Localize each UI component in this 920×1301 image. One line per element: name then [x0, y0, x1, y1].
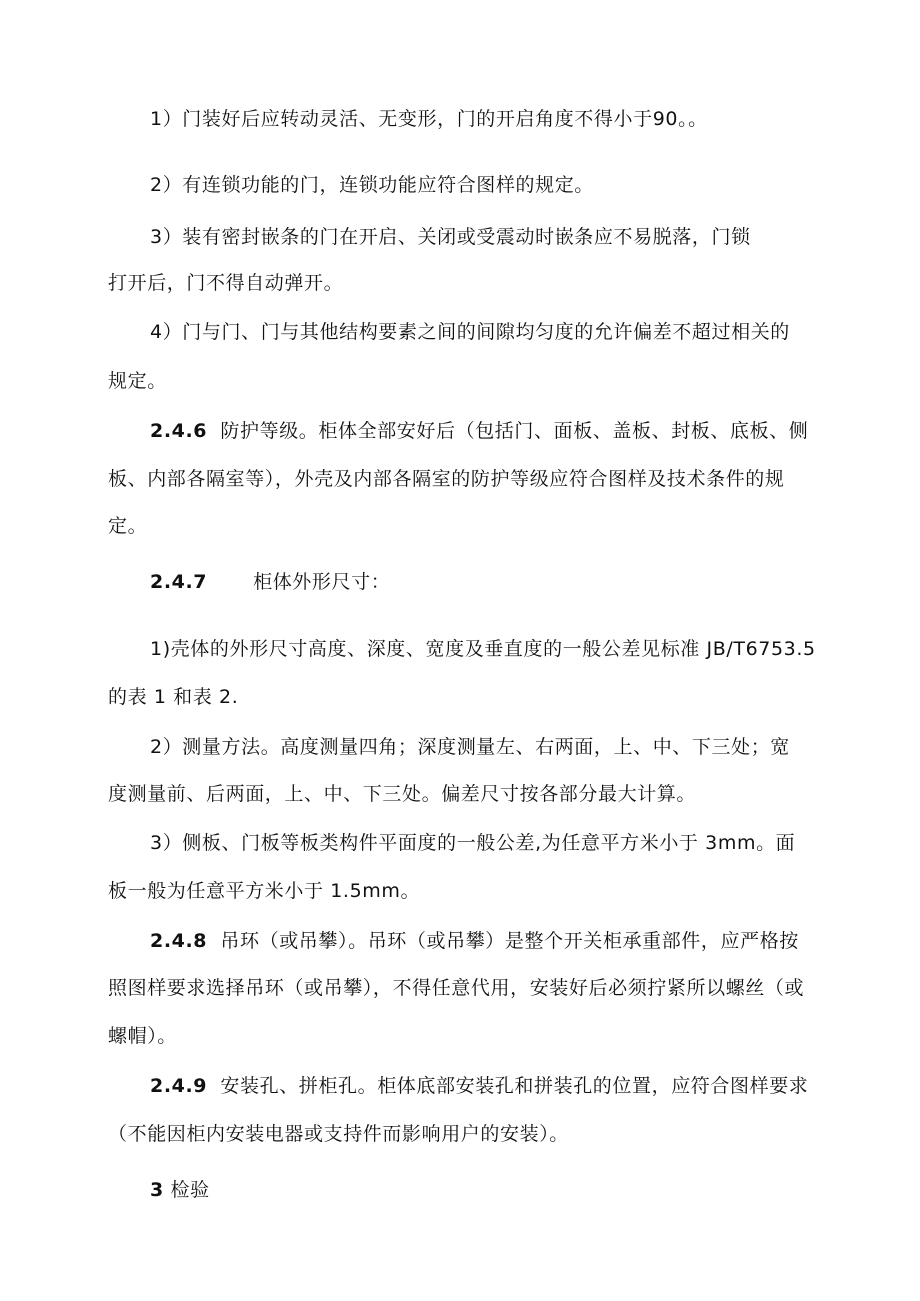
paragraph-seal-line2: 打开后，门不得自动弹开。: [108, 272, 344, 294]
section-2-4-7-heading: [150, 570, 390, 594]
dimension-item3-line1: 3）侧板、门板等板类构件平面度的一般公差,为任意平方米小于 3mm。面: [150, 832, 796, 854]
section-title: 柜体外形尺寸：: [253, 571, 391, 593]
section-number: 2.4.6: [150, 420, 208, 442]
dimension-item1-line2: 的表 1 和表 2.: [108, 686, 239, 708]
section-number: 2.4.7: [150, 571, 208, 593]
section-title: 检验: [170, 1179, 210, 1201]
section-2-4-8-line3: 螺帽）。: [108, 1025, 177, 1047]
section-2-4-8-line2: 照图样要求选择吊环（或吊攀），不得任意代用，安装好后必须拧紧所以螺丝（或: [108, 977, 805, 999]
paragraph-gap-line1: 4）门与门、门与其他结构要素之间的间隙均匀度的允许偏差不超过相关的: [150, 321, 790, 343]
paragraph-gap-line2: 规定。: [108, 370, 167, 392]
section-3-heading: [150, 1178, 210, 1202]
section-text: 防护等级。柜体全部安好后（包括门、面板、盖板、封板、底板、侧: [220, 420, 809, 442]
section-2-4-9-line1: [150, 1074, 808, 1098]
dimension-item3-line2: 板一般为任意平方米小于 1.5mm。: [108, 880, 421, 902]
section-number: 2.4.9: [150, 1075, 208, 1097]
section-number: 3: [150, 1179, 164, 1201]
dimension-item1-line1: 1)壳体的外形尺寸高度、深度、宽度及垂直度的一般公差见标准 JB/T6753.5: [150, 638, 816, 660]
section-text: 吊环（或吊攀）。吊环（或吊攀）是整个开关柜承重部件，应严格按: [220, 930, 799, 952]
dimension-item2-line2: 度测量前、后两面，上、中、下三处。偏差尺寸按各部分最大计算。: [108, 783, 697, 805]
section-2-4-6-line1: [150, 419, 808, 443]
dimension-item2-line1: 2）测量方法。高度测量四角；深度测量左、右两面，上、中、下三处；宽: [150, 736, 790, 758]
section-2-4-9-line2: （不能因柜内安装电器或支持件而影响用户的安装）。: [108, 1123, 569, 1145]
section-2-4-8-line1: [150, 929, 799, 953]
section-2-4-6-line3: 定。: [108, 515, 148, 537]
paragraph-door-rotation: 1）门装好后应转动灵活、无变形，门的开启角度不得小于90。。: [150, 108, 708, 130]
section-number: 2.4.8: [150, 930, 208, 952]
paragraph-seal-line1: 3）装有密封嵌条的门在开启、关闭或受震动时嵌条应不易脱落，门锁: [150, 226, 751, 248]
section-text: 安装孔、拼柜孔。柜体底部安装孔和拼装孔的位置，应符合图样要求: [220, 1075, 809, 1097]
section-2-4-6-line2: 板、内部各隔室等），外壳及内部各隔室的防护等级应符合图样及技术条件的规: [108, 468, 785, 490]
paragraph-interlock: 2）有连锁功能的门，连锁功能应符合图样的规定。: [150, 174, 594, 196]
